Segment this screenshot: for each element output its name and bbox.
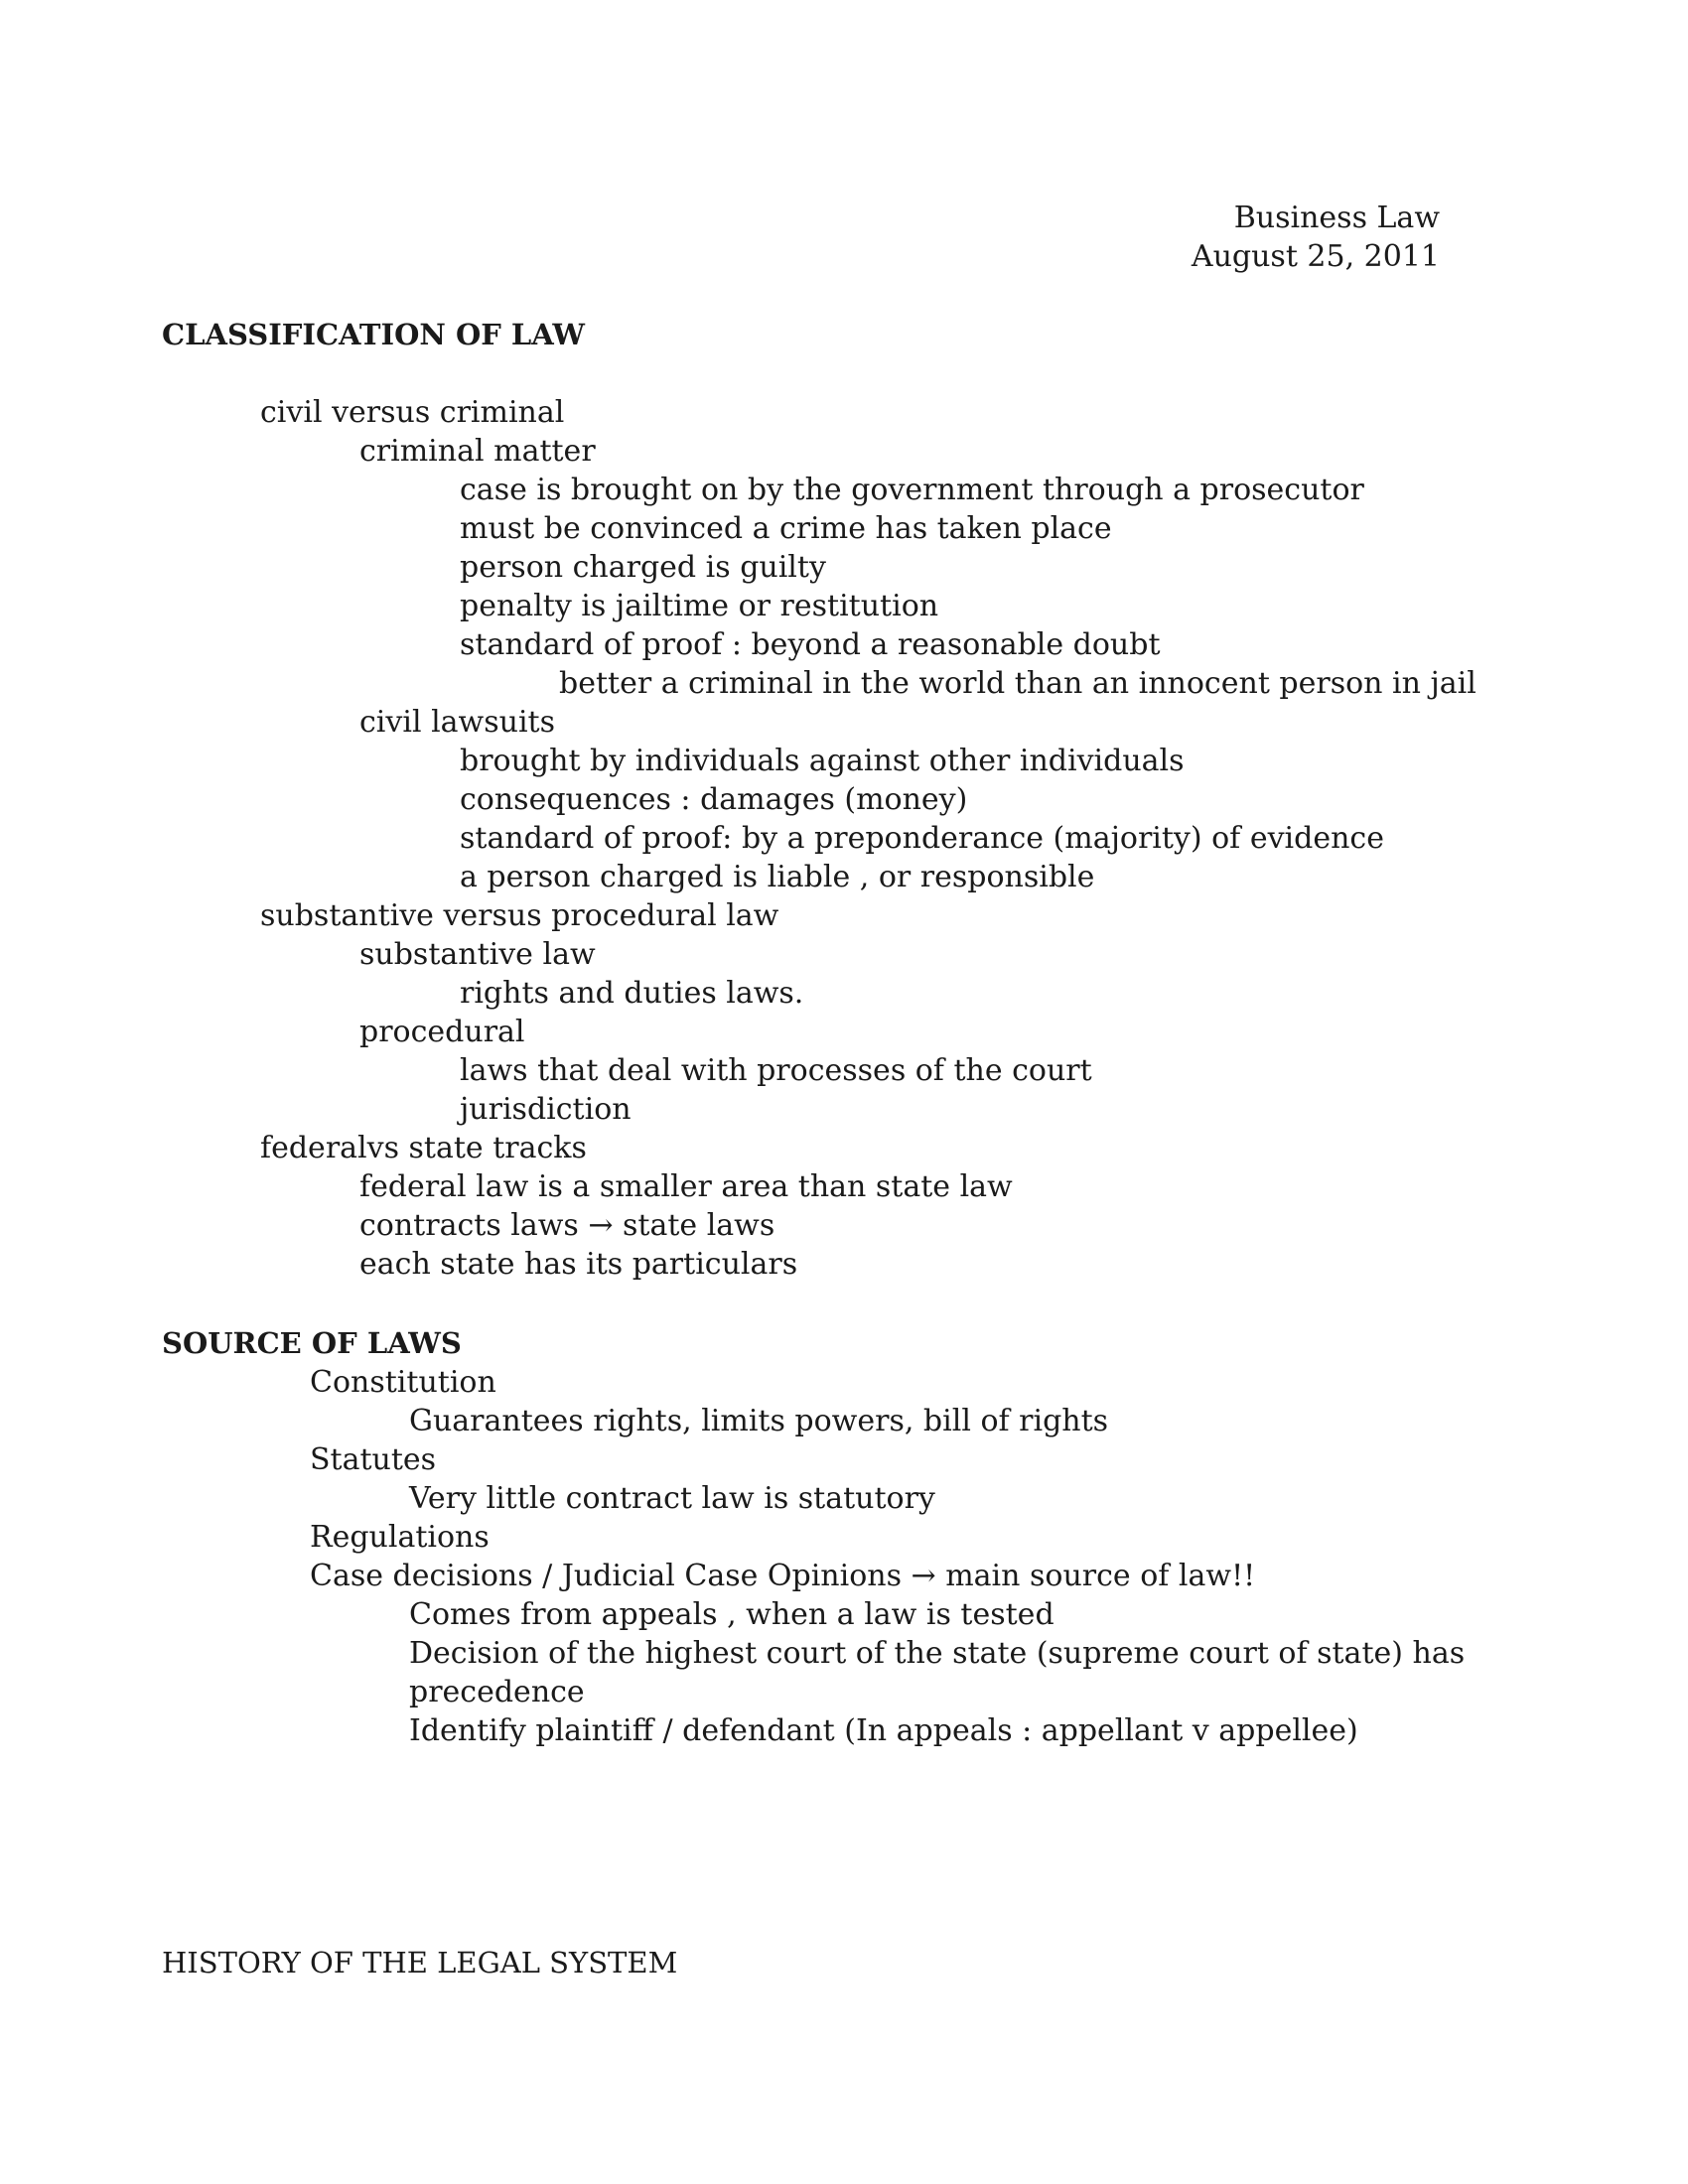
outline-text: Decision of the highest court of the state (supreme court of state) has: [409, 1636, 1466, 1671]
outline-text: substantive law: [359, 937, 596, 972]
outline-text: Regulations: [310, 1520, 490, 1555]
outline-text: consequences : damages (money): [460, 782, 968, 817]
outline-text: precedence: [409, 1675, 585, 1709]
outline-text: case is brought on by the government through a prosecutor: [460, 473, 1364, 507]
section-heading-history: HISTORY OF THE LEGAL SYSTEM: [162, 1946, 678, 1979]
outline-text: federal law is a smaller area than state law: [359, 1169, 1013, 1204]
outline-text: rights and duties laws.: [460, 976, 804, 1011]
outline-text: civil versus criminal: [260, 395, 565, 430]
section-heading-classification: CLASSIFICATION OF LAW: [162, 318, 585, 351]
outline-text: a person charged is liable , or responsible: [460, 860, 1095, 894]
outline-text: brought by individuals against other individuals: [460, 744, 1185, 778]
outline-text: contracts laws → state laws: [359, 1208, 775, 1243]
outline-text: Statutes: [310, 1442, 437, 1477]
outline-text: Guarantees rights, limits powers, bill of rights: [409, 1404, 1109, 1438]
outline-text: must be convinced a crime has taken place: [460, 511, 1112, 546]
outline-text: Identify plaintiff / defendant (In appeals : appellant v appellee): [409, 1713, 1358, 1748]
section-heading-sources: SOURCE OF LAWS: [162, 1326, 462, 1360]
outline-text: criminal matter: [359, 434, 596, 469]
outline-text: substantive versus procedural law: [260, 898, 779, 933]
outline-text: person charged is guilty: [460, 550, 826, 585]
outline-text: procedural: [359, 1015, 525, 1049]
outline-text: better a criminal in the world than an innocent person in jail: [559, 666, 1477, 701]
outline-text: civil lawsuits: [359, 705, 555, 740]
outline-text: Case decisions / Judicial Case Opinions → main source of law!!: [310, 1559, 1256, 1593]
outline-text: laws that deal with processes of the court: [460, 1053, 1092, 1088]
outline-text: standard of proof: by a preponderance (majority) of evidence: [460, 821, 1384, 856]
outline-text: each state has its particulars: [359, 1247, 798, 1282]
outline-text: standard of proof : beyond a reasonable doubt: [460, 627, 1161, 662]
document-date: August 25, 2011: [1191, 239, 1440, 274]
course-title: Business Law: [1233, 201, 1440, 235]
outline-text: federalvs state tracks: [260, 1131, 587, 1165]
outline-text: penalty is jailtime or restitution: [460, 589, 939, 623]
outline-text: Very little contract law is statutory: [409, 1481, 935, 1516]
outline-text: Comes from appeals , when a law is tested: [409, 1597, 1055, 1632]
outline-text: jurisdiction: [460, 1092, 632, 1127]
outline-text: Constitution: [310, 1365, 496, 1400]
